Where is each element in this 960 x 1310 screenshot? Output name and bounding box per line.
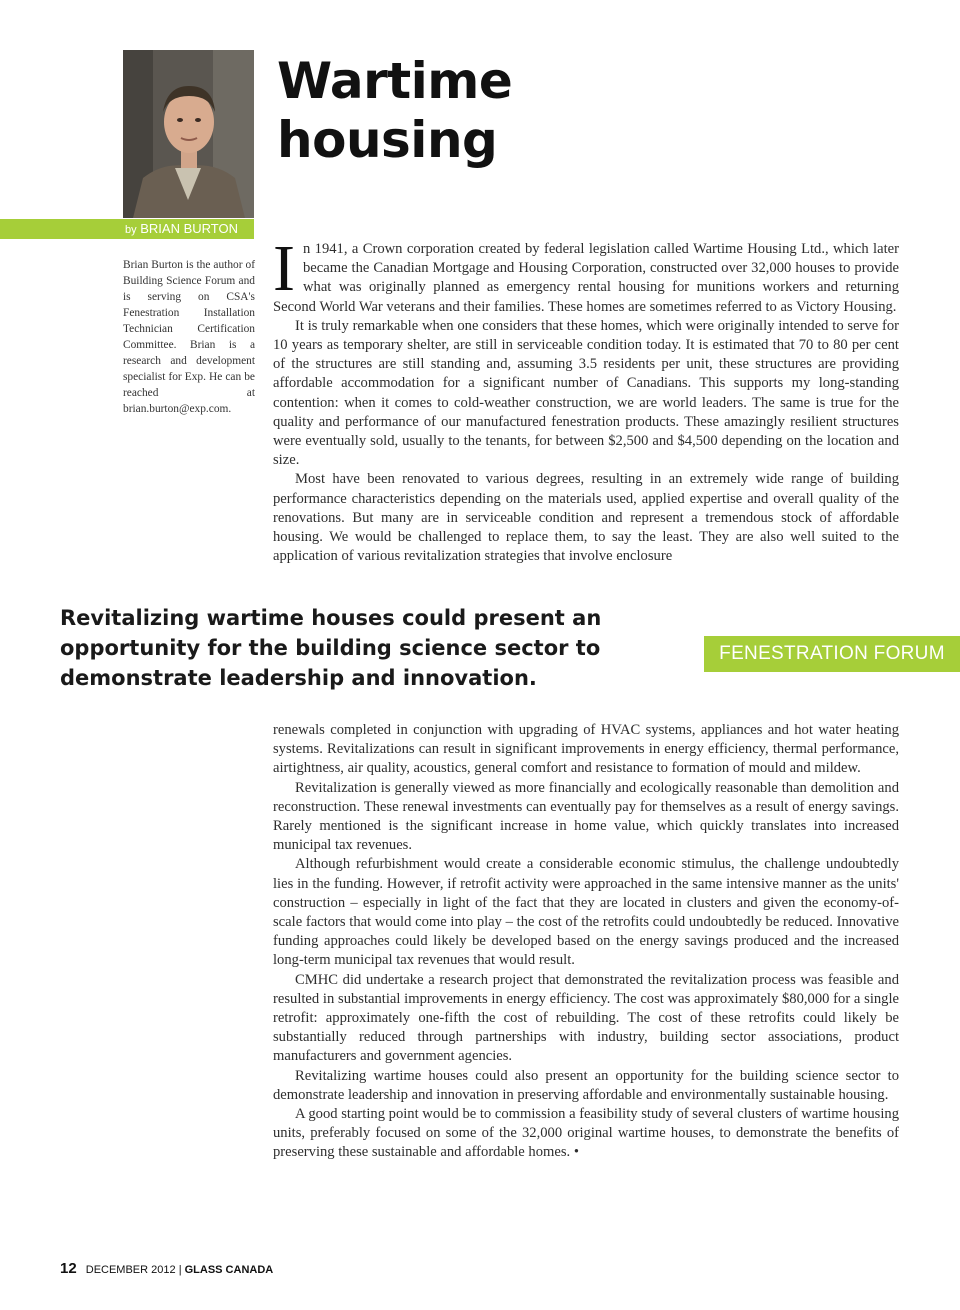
paragraph-5: Although refurbishment would create a considerable economic stimulus, the challenge undoubtedly lies in the funding. However, if retrofit activity were approached in the same intensive manner as the units' construction – especially in light of the fact that they are located in clusters and given the economy-of-scale factors that would come into play – the cost of the retrofits could undoubtedly be reduced. Innovative funding approaches could likely be developed based on the energy savings produced and the increased long-term municipal tax revenues that would result. — [273, 856, 899, 969]
drop-cap: I — [273, 232, 295, 305]
paragraph-6: CMHC did undertake a research project that demonstrated the revitalization process was feasible and resulted in substantial improvements in energy efficiency. The cost was approximately $80,000 for a single retrofit: approximately one-fifth the cost of rebuilding. The cost of these retrofits could likely be substantially reduced through partnerships with industry, building sector associations, product manufacturers and government agencies. — [273, 971, 899, 1065]
paragraph-2: It is truly remarkable when one considers that these homes, which were originally intended to serve for 10 years as temporary shelter, are still in serviceable condition today. It is estimated that 70 to 80 per cent of the structures are still standing and, assuming 3.5 residents per unit, these structures are providing affordable accommodation for a significant number of Canadians. This supports my long-standing contention: when it comes to cold-weather construction, we are world leaders. The same is true for the quality and performance of our manufactured fenestration products. These amazingly resilient structures were eventually sold, usually to the tenants, for between $2,500 and $4,500 depending on the location and size. — [273, 317, 899, 469]
paragraph-1 — [273, 232, 899, 317]
page-number: 12 — [60, 1260, 77, 1277]
byline-bar — [0, 219, 254, 239]
article-body-column-2 — [273, 721, 899, 1163]
author-portrait-image — [123, 50, 254, 218]
issue-date: DECEMBER 2012 — [85, 1264, 176, 1276]
article-body-column-1 — [273, 232, 899, 566]
footer-separator: | — [178, 1264, 182, 1276]
page-footer — [60, 1260, 273, 1277]
author-bio: Brian Burton is the author of Building Science Forum and is serving on CSA's Fenestration Installation Technician Certification Committee. Brian is a research and development specialist for Exp. He can be reached at brian.burton@exp.com. — [123, 259, 255, 415]
paragraph-4: Revitalization is generally viewed as more financially and ecologically reasonable than demolition and reconstruction. These renewal investments can eventually pay for themselves as a result of energy savings. Rarely mentioned is the significant increase in home value, which quickly translates into increased municipal tax revenues. — [273, 779, 899, 854]
author-photo — [123, 50, 254, 218]
byline-author: BRIAN BURTON — [140, 221, 238, 236]
paragraph-1-text: n 1941, a Crown corporation created by federal legislation called Wartime Housing Ltd., which later became the Canadian Mortgage and Housing Corporation, constructed over 32,000 houses to provide what was originally planned as emergency rental housing for munitions workers and returning Second World War veterans and their families. These homes are sometimes referred to as Victory Housing. — [273, 241, 899, 315]
section-tag: FENESTRATION FORUM — [704, 636, 960, 672]
byline-prefix: by — [124, 224, 137, 236]
title-line-2: housing — [277, 111, 498, 169]
paragraph-7: Revitalizing wartime houses could also present an opportunity for the building science sector to demonstrate leadership and innovation in preserving affordable and environmentally sustainable housing. — [273, 1067, 899, 1103]
paragraph-3-continued: renewals completed in conjunction with upgrading of HVAC systems, appliances and hot water heating systems. Revitalizations can result in significant improvements in energy efficiency, thermal performance, airtightness, air quality, acoustics, general comfort and resistance to formation of mould and mildew. — [273, 722, 899, 777]
title-line-1: Wartime — [277, 52, 513, 110]
article-title — [277, 52, 512, 170]
paragraph-8: A good starting point would be to commission a feasibility study of several clusters of wartime housing units, preferably focused on some of the 32,000 original wartime houses, to demonstrate the benefits of preserving these sustainable and affordable homes. • — [273, 1106, 899, 1161]
pull-quote: Revitalizing wartime houses could present an opportunity for the building science sector to demonstrate leadership and innovation. — [60, 606, 602, 690]
magazine-name: GLASS CANADA — [184, 1264, 274, 1276]
paragraph-3: Most have been renovated to various degrees, resulting in an extremely wide range of building performance characteristics depending on the materials used, applied expertise and overall quality of the renovations. But many are in serviceable condition and represent a tremendous stock of affordable housing. We would be challenged to replace them, to say the least. They are also well suited to the application of various revitalization strategies that involve enclosure — [273, 471, 899, 565]
